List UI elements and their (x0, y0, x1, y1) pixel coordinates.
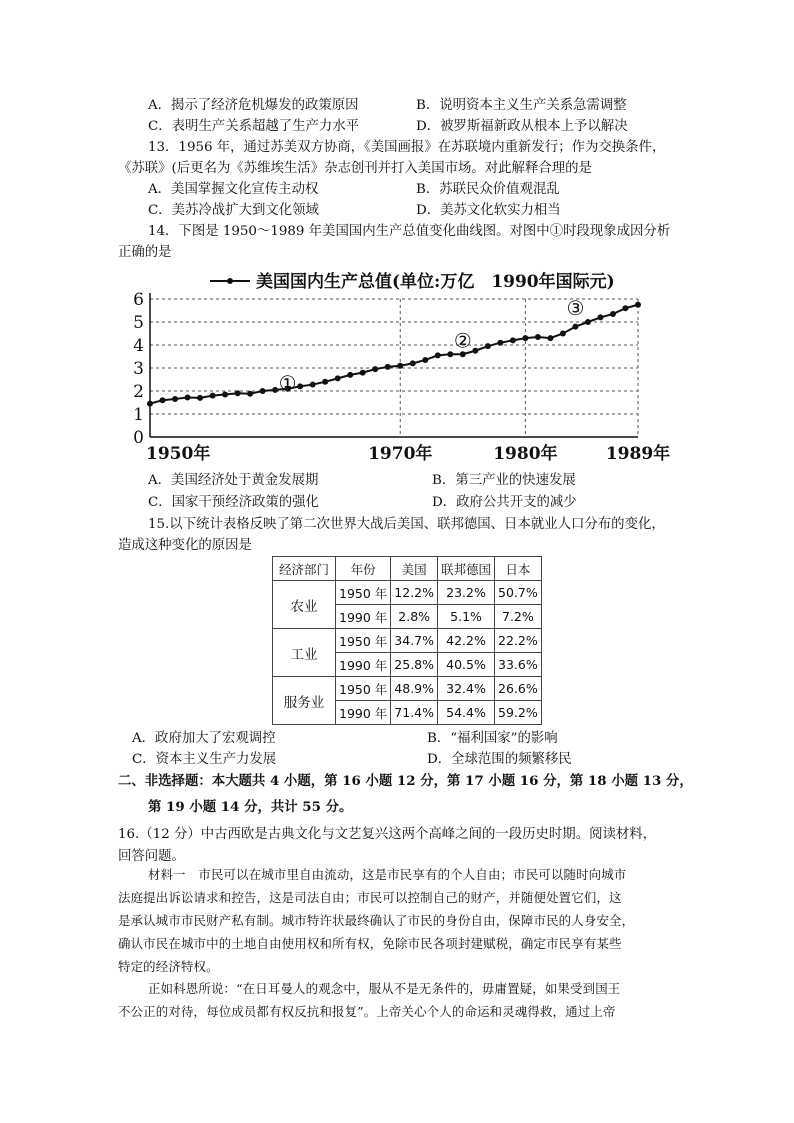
value-cell: 22.2% (495, 629, 542, 653)
q15-option-a: A．政府加大了宏观调控 (132, 731, 276, 746)
q16-material-line: 特定的经济特权。 (118, 959, 219, 974)
x-tick-label: 1989年 (605, 444, 671, 464)
y-tick-label: 0 (133, 428, 144, 448)
chart-axes (150, 293, 638, 437)
section2-heading-line1: 二、非选择题：本大题共 4 小题，第 16 小题 12 分，第 17 小题 16 分，第 18 小题 13 分， (118, 773, 693, 789)
value-cell: 25.8% (391, 653, 438, 677)
q13-option-b: B．苏联民众价值观混乱 (416, 182, 560, 197)
data-point (472, 348, 478, 354)
q14-stem-line1: 14．下图是 1950～1989 年美国国内生产总值变化曲线图。对图中①时段现象成因分析 (148, 224, 671, 239)
year-cell: 1990 年 (336, 605, 391, 629)
data-point (397, 363, 403, 369)
table-header-row (273, 557, 542, 581)
value-cell: 2.8% (391, 605, 438, 629)
data-point (547, 335, 553, 341)
year-cell: 1990 年 (336, 653, 391, 677)
data-point (447, 351, 453, 357)
data-point (260, 388, 266, 394)
chart-title: 美国国内生产总值(单位:万亿 1990年国际元) (256, 272, 615, 292)
q15-stem-line1: 15.以下统计表格反映了第二次世界大战后美国、联邦德国、日本就业人口分布的变化， (148, 517, 665, 532)
sector-cell: 服务业 (273, 677, 336, 725)
q14-option-c: C．国家干预经济政策的强化 (148, 495, 319, 510)
y-tick-label: 4 (133, 336, 144, 356)
data-point (360, 370, 366, 376)
x-tick-label: 1950年 (146, 444, 211, 464)
data-point (435, 352, 441, 358)
q16-material-line: 材料一 市民可以在城市里自由流动，这是市民享有的个人自由；市民可以随时向城市 (148, 867, 627, 882)
q13-stem-line1: 13．1956 年，通过苏美双方协商，《美国画报》在苏联境内重新发行；作为交换条件， (148, 140, 666, 155)
y-tick-label: 6 (133, 290, 144, 310)
q16-material-line: 是承认城市市民财产私有制。城市特许状最终确认了市民的身份自由，保障市民的人身安全， (118, 913, 635, 928)
employment-table (272, 556, 542, 725)
value-cell: 32.4% (438, 677, 495, 701)
q16-stem-line1: 16.（12 分）中古西欧是古典文化与文艺复兴这两个高峰之间的一段历史时期。阅读材料， (118, 827, 657, 842)
q13-stem-line2: 《苏联》(后更名为《苏维埃生活》杂志创刊并打入美国市场。对此解释合理的是 (118, 161, 592, 176)
value-cell: 5.1% (438, 605, 495, 629)
q13-option-a: A．美国掌握文化宣传主动权 (148, 182, 319, 197)
data-point (335, 375, 341, 381)
data-point (422, 357, 428, 363)
table-row (273, 629, 542, 653)
value-cell: 7.2% (495, 605, 542, 629)
value-cell: 71.4% (391, 701, 438, 725)
table-header: 经济部门 (273, 557, 336, 581)
data-point (572, 324, 578, 330)
table-row (273, 677, 542, 701)
data-point (322, 379, 328, 385)
value-cell: 59.2% (495, 701, 542, 725)
sector-cell: 工业 (273, 629, 336, 677)
q16-material-line: 正如科恩所说：“在日耳曼人的观念中，服从不是无条件的，毋庸置疑，如果受到国王 (148, 981, 621, 996)
q13-option-c: C．美苏冷战扩大到文化领域 (148, 203, 319, 218)
period-annotation: ② (453, 328, 472, 353)
q14-option-b: B．第三产业的快速发展 (432, 473, 576, 488)
table-header: 日本 (495, 557, 542, 581)
period-annotation: ③ (566, 296, 585, 321)
q15-stem-line2: 造成这种变化的原因是 (118, 538, 252, 553)
chart-y-ticks (133, 290, 144, 448)
q13-option-d: D．美苏文化软实力相当 (416, 203, 561, 218)
value-cell: 26.6% (495, 677, 542, 701)
value-cell: 48.9% (391, 677, 438, 701)
data-point (510, 337, 516, 343)
chart-x-ticks (146, 443, 670, 464)
value-cell: 33.6% (495, 653, 542, 677)
data-point (585, 319, 591, 325)
q16-material-line: 不公正的对待，每位成员都有权反抗和报复”。上帝关心个人的命运和灵魂得救，通过上帝 (118, 1004, 616, 1019)
data-point (185, 394, 191, 400)
table-header: 联邦德国 (438, 557, 495, 581)
q14-stem-line2: 正确的是 (118, 245, 172, 260)
y-tick-label: 1 (133, 405, 144, 425)
value-cell: 40.5% (438, 653, 495, 677)
value-cell: 12.2% (391, 581, 438, 605)
data-point (347, 372, 353, 378)
legend-marker (227, 278, 233, 284)
data-point (172, 396, 178, 402)
data-point (560, 331, 566, 337)
q14-option-a: A．美国经济处于黄金发展期 (148, 473, 319, 488)
q12-option-c: C．表明生产关系超越了生产力水平 (148, 119, 360, 134)
q12-option-d: D．被罗斯福新政从根本上予以解决 (416, 119, 628, 134)
value-cell: 50.7% (495, 581, 542, 605)
year-cell: 1950 年 (336, 629, 391, 653)
data-point (235, 390, 241, 396)
table-row (273, 581, 542, 605)
value-cell: 23.2% (438, 581, 495, 605)
table-header: 年份 (336, 557, 391, 581)
chart-legend (210, 271, 615, 292)
chart-grid (150, 299, 638, 437)
data-point (622, 305, 628, 311)
data-point (597, 314, 603, 320)
x-tick-label: 1980年 (493, 444, 558, 464)
data-point (247, 391, 253, 397)
data-point (297, 383, 303, 389)
year-cell: 1950 年 (336, 581, 391, 605)
data-point (522, 335, 528, 341)
sector-cell: 农业 (273, 581, 336, 629)
data-point (147, 401, 153, 407)
data-point (222, 391, 228, 397)
value-cell: 42.2% (438, 629, 495, 653)
gdp-series-line (150, 305, 638, 404)
q12-option-a: A．揭示了经济危机爆发的政策原因 (148, 98, 359, 113)
section2-heading-line2: 第 19 小题 14 分，共计 55 分。 (148, 799, 353, 815)
q14-option-d: D．政府公共开支的减少 (432, 495, 577, 510)
y-tick-label: 5 (133, 313, 144, 333)
table-header: 美国 (391, 557, 438, 581)
data-point (635, 302, 641, 308)
data-point (485, 343, 491, 349)
data-point (272, 387, 278, 393)
data-point (310, 382, 316, 388)
data-point (497, 340, 503, 346)
y-tick-label: 3 (133, 359, 144, 379)
data-point (372, 366, 378, 372)
q15-option-b: B．“福利国家”的影响 (427, 731, 558, 746)
q12-option-b: B．说明资本主义生产关系急需调整 (416, 98, 627, 113)
q16-material-line: 法庭提出诉讼请求和控告，这是司法自由；市民可以控制自己的财产，并随便处置它们，这 (118, 890, 622, 905)
year-cell: 1990 年 (336, 701, 391, 725)
data-point (210, 393, 216, 399)
data-point (410, 360, 416, 366)
q16-stem-line2: 回答问题。 (118, 849, 185, 864)
data-point (385, 364, 391, 370)
x-tick-label: 1970年 (368, 444, 433, 464)
q15-option-d: D．全球范围的频繁移民 (427, 752, 572, 767)
q15-option-c: C．资本主义生产力发展 (132, 752, 277, 767)
data-point (610, 311, 616, 317)
year-cell: 1950 年 (336, 677, 391, 701)
data-point (160, 397, 166, 403)
q16-material-line: 确认市民在城市中的土地自由使用权和所有权，免除市民各项封建赋税，确定市民享有某些 (118, 936, 622, 951)
value-cell: 54.4% (438, 701, 495, 725)
data-point (197, 395, 203, 401)
data-point (535, 334, 541, 340)
period-annotation: ① (278, 370, 297, 395)
gdp-line-chart (118, 265, 678, 465)
y-tick-label: 2 (133, 382, 144, 402)
value-cell: 34.7% (391, 629, 438, 653)
